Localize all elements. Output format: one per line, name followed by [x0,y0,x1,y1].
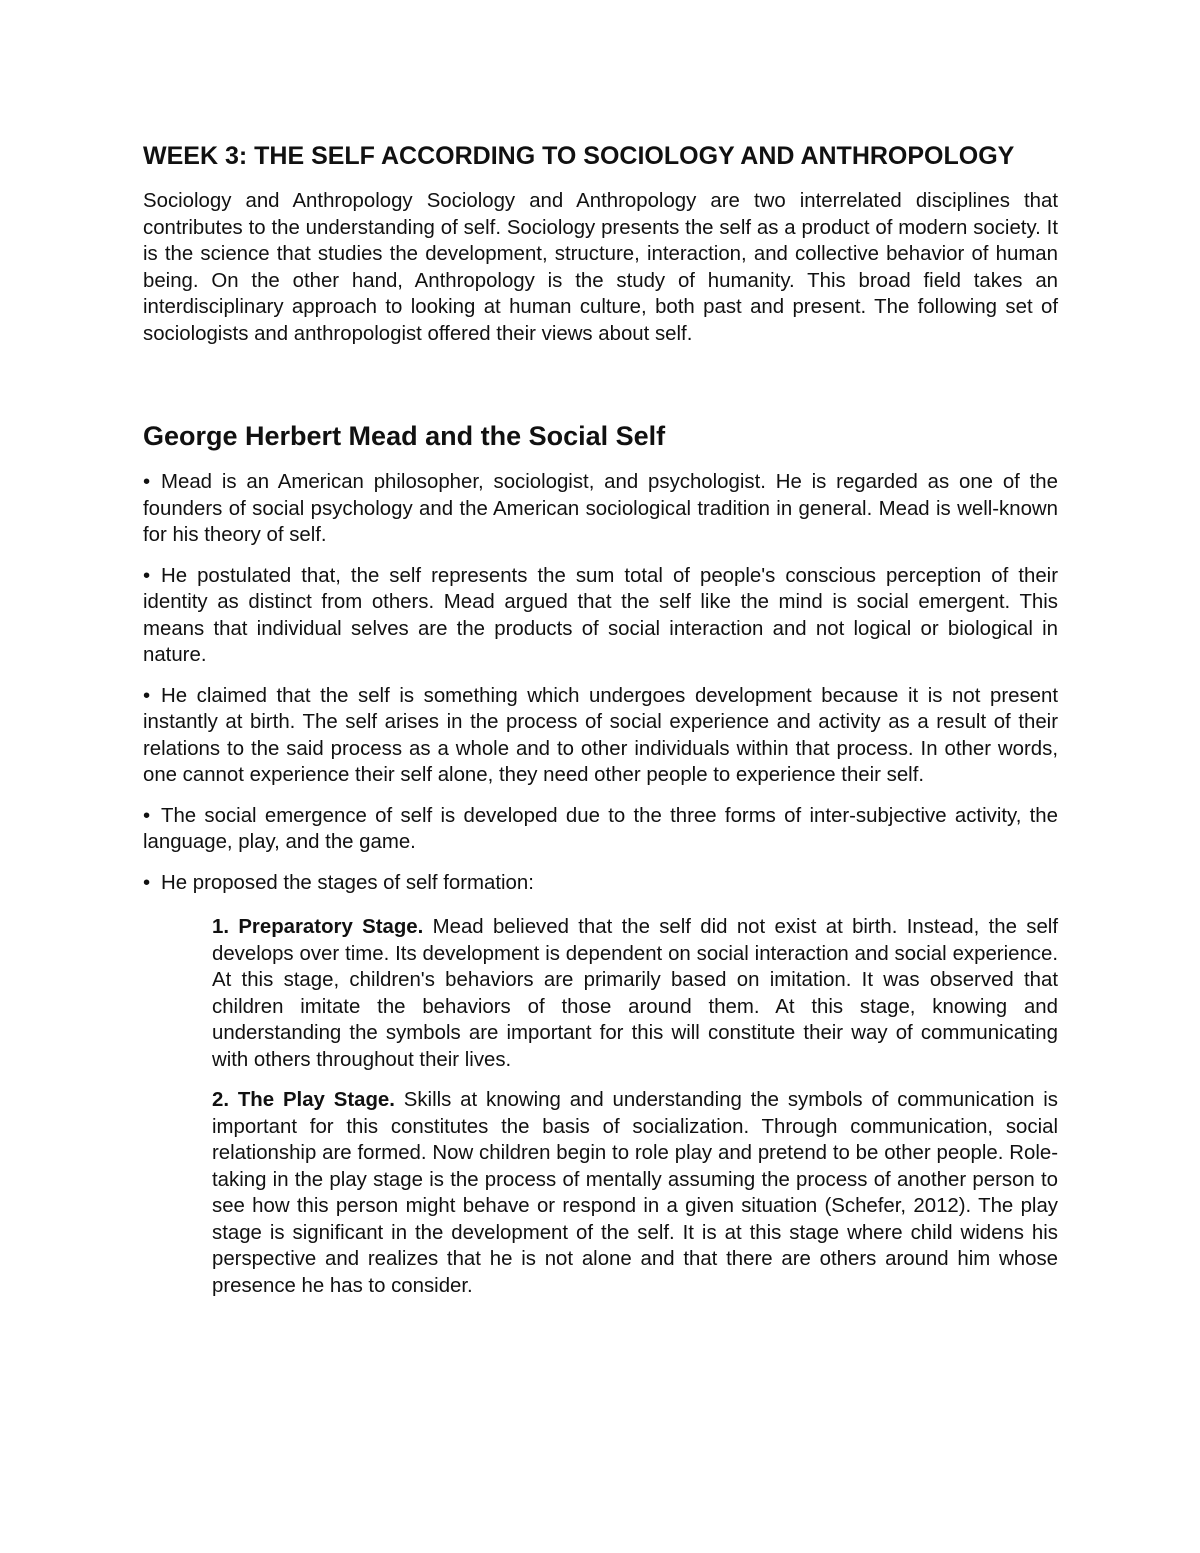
document-page [143,140,1058,1299]
bullet-text: He proposed the stages of self formation: [161,871,534,894]
bullet-icon: • [143,871,151,894]
stage-title: 2. The Play Stage. [212,1089,395,1111]
page-title: WEEK 3: THE SELF ACCORDING TO SOCIOLOGY AND ANTHROPOLOGY [143,142,1015,170]
stage-text: Mead believed that the self did not exist at birth. Instead, the self develops over time. Its development is dependent on social interaction and social experience. At this stage, children's behaviors are primarily based on imitation. It was observed that children imitate the behaviors of those around them. At this stage, knowing and understanding the symbols are important for this will constitute their way of communicating with others throughout their lives. [212,916,1058,1071]
bullet-item [143,870,1058,897]
stage-text: Skills at knowing and understanding the symbols of communication is important for this constitutes the basis of socialization. Through communication, social relationship are formed. Now children begin to role play and pretend to be other people. Role-taking in the play stage is the process of mentally assuming the process of another person to see how this person might behave or respond in a given situation (Schefer, 2012). The play stage is significant in the development of the self. It is at this stage where child widens his perspective and realizes that he is not alone and that there are others around him whose presence he has to consider. [212,1089,1058,1297]
bullet-item [143,469,1058,549]
bullet-icon: • [143,804,151,827]
bullet-item [143,683,1058,789]
stage-item [212,1087,1058,1299]
bullet-text: Mead is an American philosopher, sociologist, and psychologist. He is regarded as one of the founders of social psychology and the American sociological tradition in general. Mead is well-known for his theory of self. [143,471,1058,546]
section-heading: George Herbert Mead and the Social Self [143,421,666,451]
bullet-item [143,803,1058,856]
bullet-icon: • [143,564,151,587]
bullet-text: The social emergence of self is developed due to the three forms of inter-subjective activity, the language, play, and the game. [143,804,1058,853]
bullet-text: He postulated that, the self represents the sum total of people's conscious perception of their identity as distinct from others. Mead argued that the self like the mind is social emergent. This means that individual selves are the products of social interaction and not logical or biological in nature. [143,564,1058,666]
bullet-text: He claimed that the self is something which undergoes development because it is not present instantly at birth. The self arises in the process of social experience and activity as a result of their relations to the said process as a whole and to other individuals within that process. In other words, one cannot experience their self alone, they need other people to experience their self. [143,684,1058,786]
stage-title: 1. Preparatory Stage. [212,916,424,938]
bullet-item [143,563,1058,669]
bullet-icon: • [143,471,151,493]
intro-paragraph: Sociology and Anthropology Sociology and Anthropology are two interrelated disciplines that contributes to the understanding of self. Sociology presents the self as a product of modern society. It is the science that studies the development, structure, interaction, and collective behavior of human being. On the other hand, Anthropology is the study of humanity. This broad field takes an interdisciplinary approach to looking at human culture, both past and present. The following set of sociologists and anthropologist offered their views about self. [143,190,1058,345]
stage-item [212,914,1058,1073]
bullet-icon: • [143,684,151,707]
